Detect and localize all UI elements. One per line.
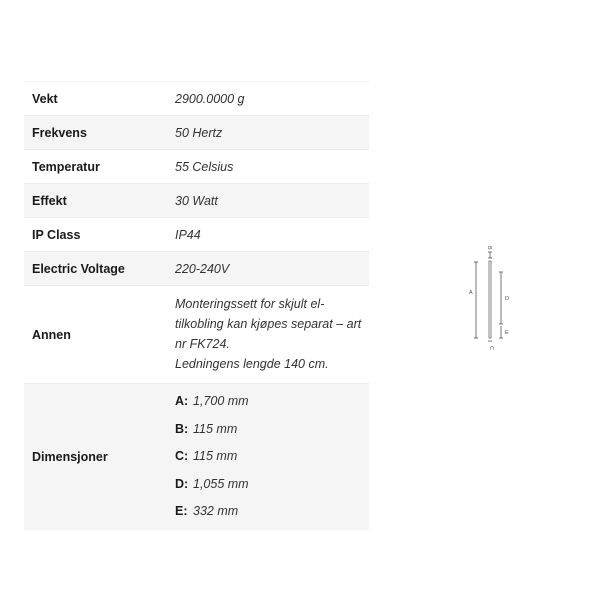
dimension-list	[173, 384, 369, 530]
spec-row-effekt	[24, 184, 369, 218]
annen-line: nr FK724.	[175, 337, 230, 351]
dimension-value: 1,055 mm	[193, 476, 249, 491]
dimension-key: A:	[175, 394, 189, 408]
dimension-value: 115 mm	[193, 449, 238, 464]
product-drawing	[466, 244, 526, 354]
spec-row-vekt	[24, 82, 369, 116]
dimension-value: 115 mm	[193, 421, 238, 436]
dimension-key: B:	[175, 421, 189, 436]
dimension-item-c	[175, 443, 369, 471]
specification-table	[24, 81, 369, 530]
dimension-item-d	[175, 471, 369, 499]
spec-label: Annen	[32, 327, 71, 342]
label-c: C	[488, 346, 494, 350]
spec-value: 30 Watt	[175, 193, 218, 208]
dimension-key: D:	[175, 476, 189, 491]
dimension-key: C:	[175, 449, 189, 464]
spec-label: IP Class	[32, 227, 81, 242]
dimension-item-b	[175, 416, 369, 444]
spec-label: Electric Voltage	[32, 261, 125, 276]
label-b: B	[486, 246, 492, 250]
spec-row-frekvens	[24, 116, 369, 150]
product-body	[489, 261, 491, 338]
spec-value: 220-240V	[175, 261, 230, 276]
spec-row-annen	[24, 286, 369, 384]
spec-value: 50 Hertz	[175, 125, 223, 140]
spec-label: Dimensjoner	[32, 449, 108, 464]
spec-label: Frekvens	[32, 125, 87, 140]
spec-label: Effekt	[32, 193, 67, 208]
dimension-item-e	[175, 498, 369, 526]
label-a: A	[469, 290, 473, 296]
spec-value: 55 Celsius	[175, 159, 234, 174]
dimension-value: 332 mm	[193, 504, 239, 519]
dimension-item-a	[175, 388, 369, 416]
spec-row-electric-voltage	[24, 252, 369, 286]
annen-text	[173, 286, 369, 384]
spec-row-ip-class	[24, 218, 369, 252]
annen-line: Ledningens lengde 140 cm.	[175, 357, 329, 371]
label-e: E	[505, 330, 509, 336]
spec-value: IP44	[175, 227, 201, 242]
spec-row-dimensjoner	[24, 384, 369, 530]
spec-value: 2900.0000 g	[175, 91, 245, 106]
dimension-key: E:	[175, 504, 188, 519]
annen-line: Monteringssett for skjult el-	[175, 297, 325, 311]
spec-label: Vekt	[32, 91, 58, 106]
dimension-diagram	[466, 244, 526, 354]
dimension-value: 1,700 mm	[193, 394, 249, 408]
spec-label: Temperatur	[32, 159, 100, 174]
spec-row-temperatur	[24, 150, 369, 184]
annen-line: tilkobling kan kjøpes separat – art	[175, 317, 362, 331]
label-d: D	[505, 296, 509, 302]
